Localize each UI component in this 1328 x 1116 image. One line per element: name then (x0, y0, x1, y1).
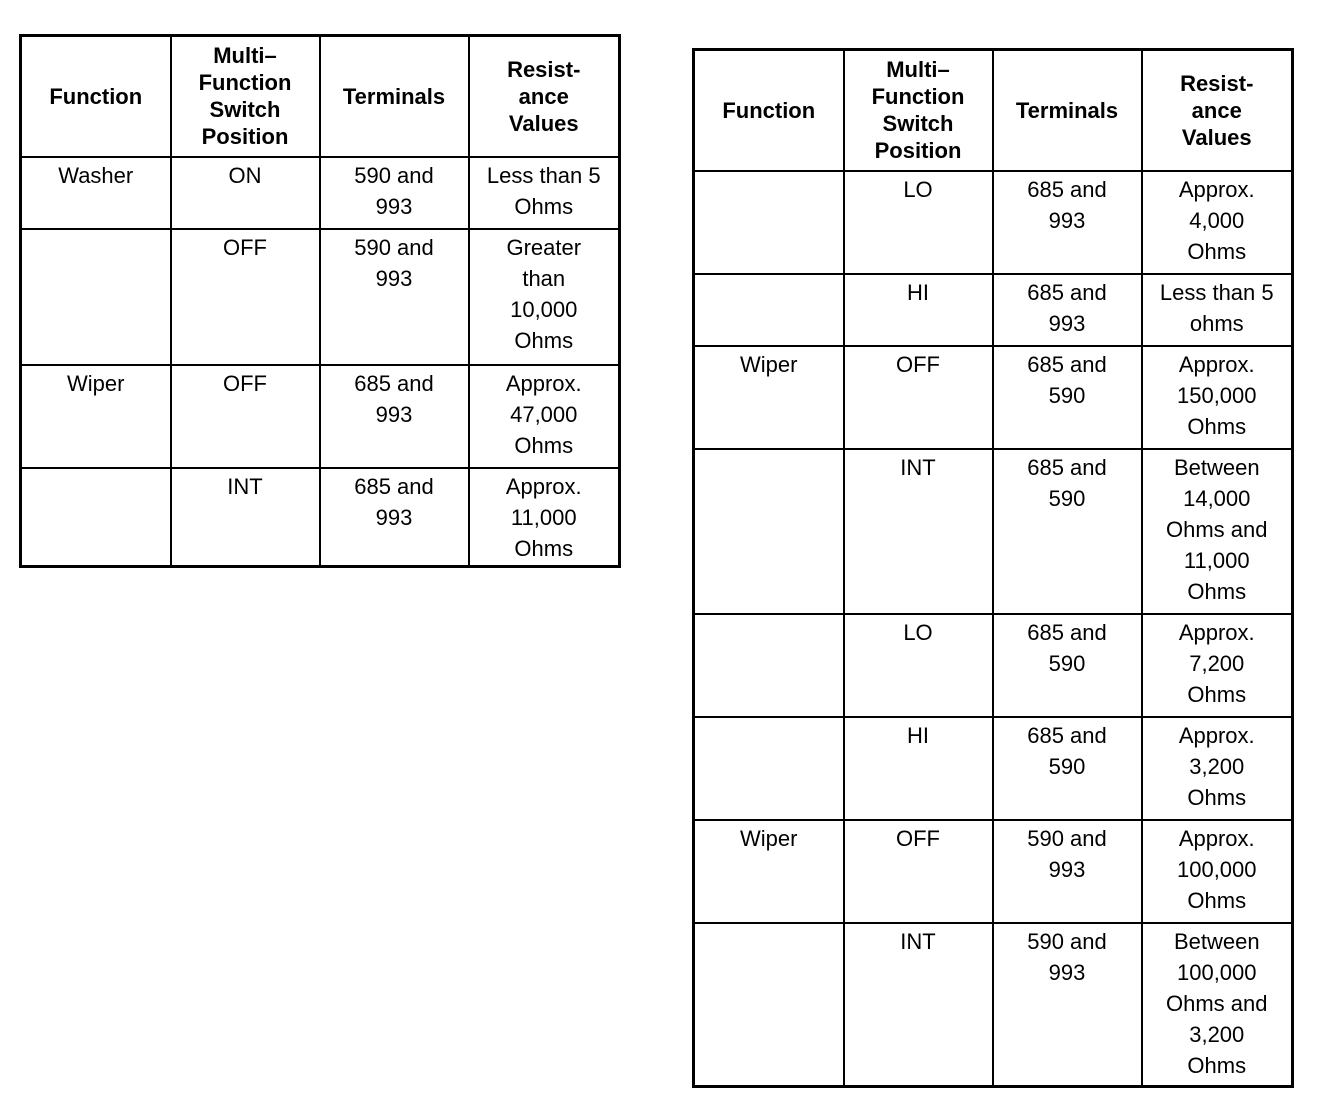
cell-function: Wiper (694, 346, 844, 449)
cell-function (694, 274, 844, 346)
cell-function (694, 717, 844, 820)
table-row (694, 171, 1293, 274)
cell-function (694, 449, 844, 614)
cell-resistance: Approx. 7,200 Ohms (1142, 614, 1293, 717)
header-resistance-values: Resist- ance Values (469, 36, 620, 157)
cell-function (694, 923, 844, 1087)
cell-terminals: 685 and 993 (320, 468, 469, 567)
cell-function (21, 468, 171, 567)
header-function: Function (694, 50, 844, 171)
cell-switch-position: LO (844, 171, 993, 274)
header-resistance-values: Resist- ance Values (1142, 50, 1293, 171)
header-function: Function (21, 36, 171, 157)
table-row (694, 717, 1293, 820)
cell-terminals: 685 and 590 (993, 346, 1142, 449)
cell-terminals: 685 and 590 (993, 614, 1142, 717)
cell-terminals: 590 and 993 (320, 229, 469, 365)
cell-resistance: Greater than 10,000 Ohms (469, 229, 620, 365)
cell-terminals: 590 and 993 (993, 923, 1142, 1087)
cell-function (694, 614, 844, 717)
cell-switch-position: OFF (171, 229, 320, 365)
cell-resistance: Between 14,000 Ohms and 11,000 Ohms (1142, 449, 1293, 614)
cell-resistance: Approx. 47,000 Ohms (469, 365, 620, 468)
cell-resistance: Less than 5 ohms (1142, 274, 1293, 346)
cell-switch-position: HI (844, 274, 993, 346)
header-switch-position: Multi– Function Switch Position (171, 36, 320, 157)
table-row (21, 468, 620, 567)
cell-resistance: Approx. 4,000 Ohms (1142, 171, 1293, 274)
header-terminals: Terminals (320, 36, 469, 157)
cell-function (21, 229, 171, 365)
table-header-row (21, 36, 620, 157)
cell-terminals: 685 and 993 (993, 274, 1142, 346)
cell-resistance: Approx. 11,000 Ohms (469, 468, 620, 567)
cell-switch-position: INT (844, 449, 993, 614)
cell-resistance: Approx. 100,000 Ohms (1142, 820, 1293, 923)
cell-resistance: Approx. 150,000 Ohms (1142, 346, 1293, 449)
table-row (694, 614, 1293, 717)
cell-switch-position: LO (844, 614, 993, 717)
table-row (694, 274, 1293, 346)
cell-resistance: Approx. 3,200 Ohms (1142, 717, 1293, 820)
cell-terminals: 590 and 993 (320, 157, 469, 229)
cell-terminals: 590 and 993 (993, 820, 1142, 923)
table-row (694, 346, 1293, 449)
cell-function: Wiper (21, 365, 171, 468)
table-header-row (694, 50, 1293, 171)
resistance-table-left (19, 34, 621, 568)
cell-switch-position: HI (844, 717, 993, 820)
header-switch-position: Multi– Function Switch Position (844, 50, 993, 171)
cell-switch-position: INT (171, 468, 320, 567)
cell-resistance: Between 100,000 Ohms and 3,200 Ohms (1142, 923, 1293, 1087)
resistance-table-right (692, 48, 1294, 1088)
cell-function: Washer (21, 157, 171, 229)
table-row (21, 229, 620, 365)
cell-switch-position: ON (171, 157, 320, 229)
cell-terminals: 685 and 993 (320, 365, 469, 468)
cell-terminals: 685 and 590 (993, 449, 1142, 614)
table-row (694, 923, 1293, 1087)
table-row (21, 365, 620, 468)
table-row (694, 449, 1293, 614)
table-row (21, 157, 620, 229)
cell-resistance: Less than 5 Ohms (469, 157, 620, 229)
cell-switch-position: OFF (171, 365, 320, 468)
cell-function: Wiper (694, 820, 844, 923)
cell-switch-position: OFF (844, 346, 993, 449)
cell-switch-position: OFF (844, 820, 993, 923)
header-terminals: Terminals (993, 50, 1142, 171)
cell-switch-position: INT (844, 923, 993, 1087)
cell-terminals: 685 and 993 (993, 171, 1142, 274)
table-row (694, 820, 1293, 923)
cell-terminals: 685 and 590 (993, 717, 1142, 820)
cell-function (694, 171, 844, 274)
